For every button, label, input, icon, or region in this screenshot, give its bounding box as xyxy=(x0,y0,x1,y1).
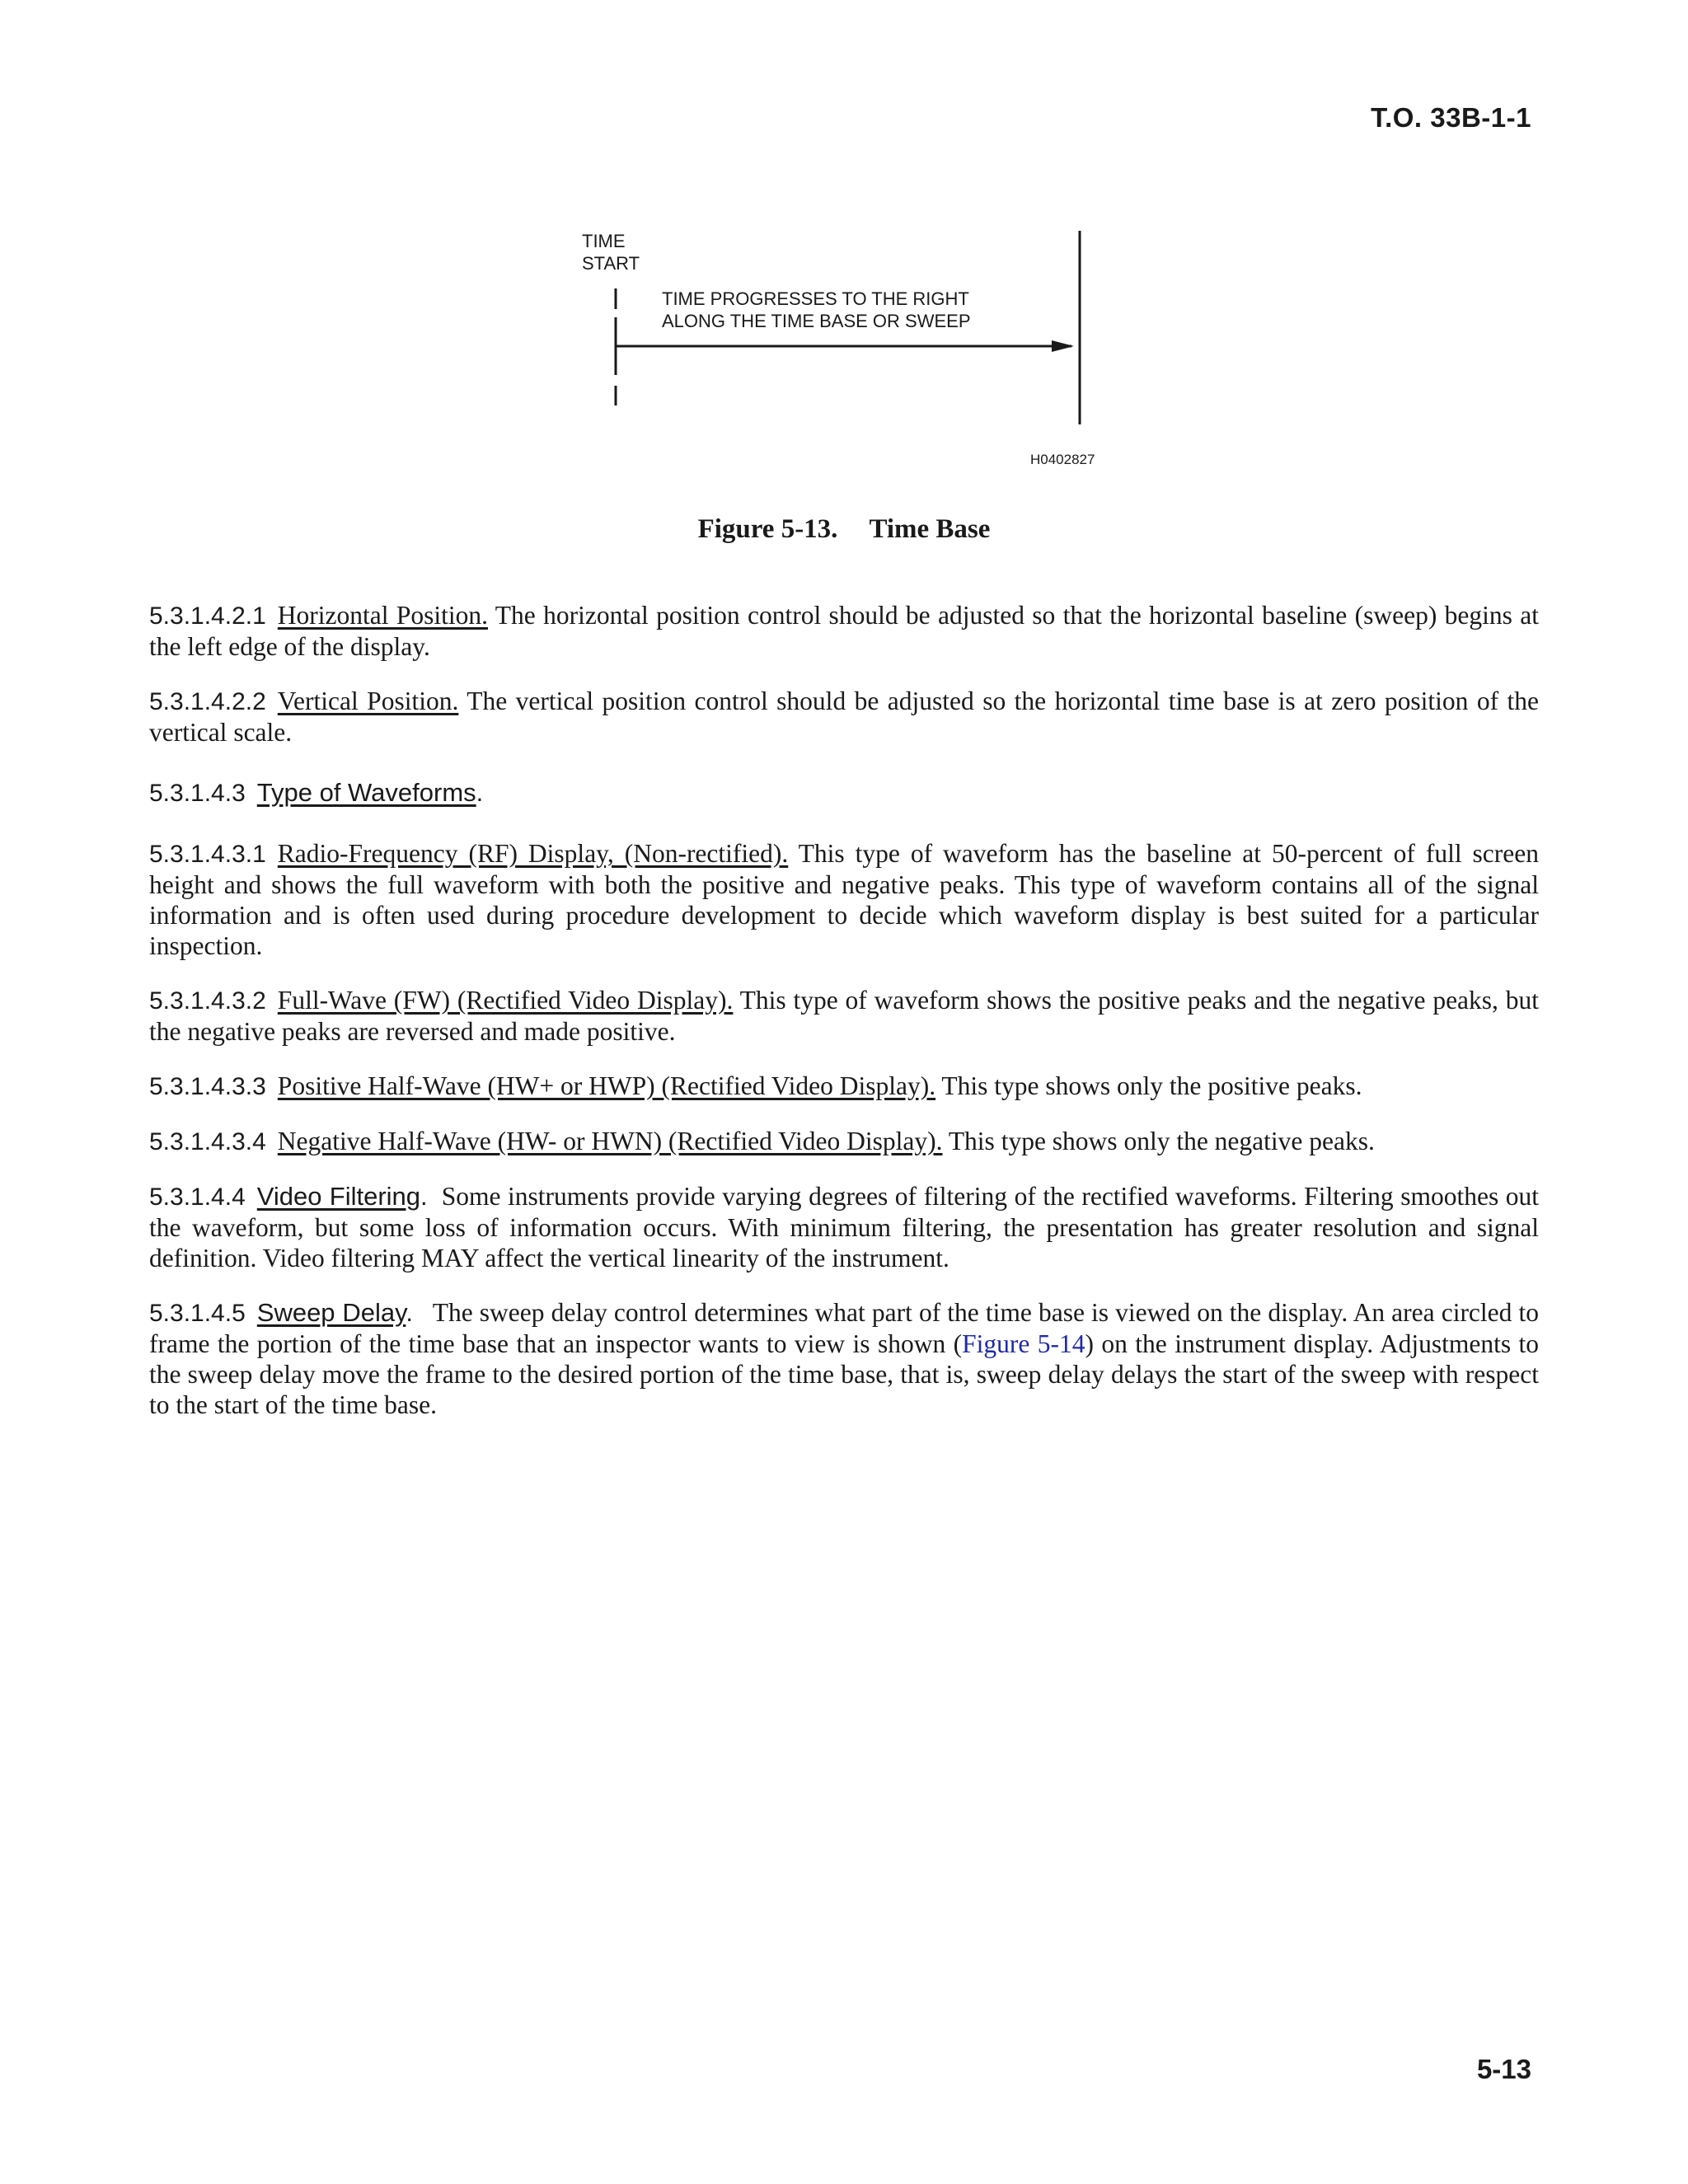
paragraph-text: This type of waveform has the baseline at 50-percent of full screen height and shows the full waveform with both the positive and negative peaks. This type of waveform contains all of the signal information and is often used during procedure development to decide which waveform display is best suited for a particular inspection. xyxy=(149,839,1539,960)
page-number: 5-13 xyxy=(1476,2054,1531,2084)
paragraph-text: This type shows only the negative peaks. xyxy=(948,1127,1375,1155)
paragraph-title: Radio-Frequency (RF) Display, (Non-rectified). xyxy=(277,839,789,868)
paragraph-number: 5.3.1.4.2.2 xyxy=(149,688,266,715)
paragraph-sweep-delay xyxy=(149,1297,1539,1420)
paragraph-text-before-link: The sweep delay control determines what part of the time base is viewed on the display. An area circled to frame the portion of the time base that an inspector wants to view is shown ( xyxy=(149,1298,1540,1358)
paragraph-title: Sweep Delay xyxy=(256,1298,406,1327)
time-base-diagram xyxy=(577,223,1113,478)
start-label: START xyxy=(582,253,640,274)
time-progresses-text-line2: ALONG THE TIME BASE OR SWEEP xyxy=(662,311,971,331)
figure-image-id: H0402827 xyxy=(1030,452,1095,467)
paragraph-vertical-position xyxy=(149,686,1539,748)
paragraph-title: Horizontal Position. xyxy=(277,601,488,630)
paragraph-number: 5.3.1.4.2.1 xyxy=(149,602,266,630)
figure-5-14-link[interactable]: Figure 5-14 xyxy=(962,1329,1085,1358)
section-title: Type of Waveforms xyxy=(256,778,476,807)
figure-caption xyxy=(0,514,1688,545)
paragraph-number: 5.3.1.4.3.1 xyxy=(149,841,266,868)
time-progresses-text-line1: TIME PROGRESSES TO THE RIGHT xyxy=(662,288,969,309)
paragraph-video-filtering xyxy=(149,1181,1539,1273)
section-number: 5.3.1.4.3 xyxy=(149,780,246,807)
paragraph-text: Some instruments provide varying degrees of filtering of the rectified waveforms. Filtering smoothes out the waveform, but some loss of information occurs. With minimum filtering, the presentation has greater resolution and signal definition. Video filtering MAY affect the vertical linearity of the instrument. xyxy=(149,1182,1539,1272)
paragraph-text: The vertical position control should be adjusted so the horizontal time base is at zero position of the vertical scale. xyxy=(149,687,1540,747)
paragraph-title-period: . xyxy=(406,1298,413,1327)
sweep-arrowhead xyxy=(1052,340,1074,352)
document-id: T.O. 33B-1-1 xyxy=(1371,102,1531,133)
body-content xyxy=(149,600,1539,1444)
paragraph-title: Full-Wave (FW) (Rectified Video Display). xyxy=(277,986,734,1015)
paragraph-rf-display xyxy=(149,838,1539,961)
paragraph-text-after-link: ) on the instrument display. Adjustments to the sweep delay move the frame to the desired portion of the time base, that is, sweep delay delays the start of the sweep with respect to the start of the time base. xyxy=(149,1329,1539,1419)
paragraph-title: Positive Half-Wave (HW+ or HWP) (Rectified Video Display). xyxy=(277,1071,936,1100)
section-type-of-waveforms xyxy=(149,777,1539,808)
time-label: TIME xyxy=(582,231,626,251)
paragraph-number: 5.3.1.4.5 xyxy=(149,1300,246,1327)
paragraph-title: Vertical Position. xyxy=(277,687,459,715)
time-base-figure xyxy=(577,223,1113,478)
paragraph-title: Negative Half-Wave (HW- or HWN) (Rectified Video Display). xyxy=(277,1127,943,1155)
paragraph-full-wave xyxy=(149,985,1539,1047)
paragraph-negative-half-wave xyxy=(149,1126,1539,1157)
paragraph-horizontal-position xyxy=(149,600,1539,662)
section-title-period: . xyxy=(476,778,484,807)
paragraph-number: 5.3.1.4.3.3 xyxy=(149,1073,266,1100)
paragraph-title-period: . xyxy=(420,1182,428,1211)
paragraph-title: Video Filtering xyxy=(256,1182,421,1211)
paragraph-text: This type of waveform shows the positive peaks and the negative peaks, but the negative peaks are reversed and made positive. xyxy=(149,986,1539,1046)
paragraph-number: 5.3.1.4.4 xyxy=(149,1183,246,1211)
paragraph-text: The horizontal position control should be adjusted so that the horizontal baseline (sweep) begins at the left edge of the display. xyxy=(149,601,1539,661)
paragraph-positive-half-wave xyxy=(149,1071,1539,1102)
paragraph-number: 5.3.1.4.3.2 xyxy=(149,987,266,1015)
paragraph-number: 5.3.1.4.3.4 xyxy=(149,1128,266,1155)
figure-caption-number: Figure 5-13. xyxy=(697,514,838,544)
paragraph-text: This type shows only the positive peaks. xyxy=(941,1071,1362,1100)
figure-caption-title: Time Base xyxy=(869,514,991,544)
